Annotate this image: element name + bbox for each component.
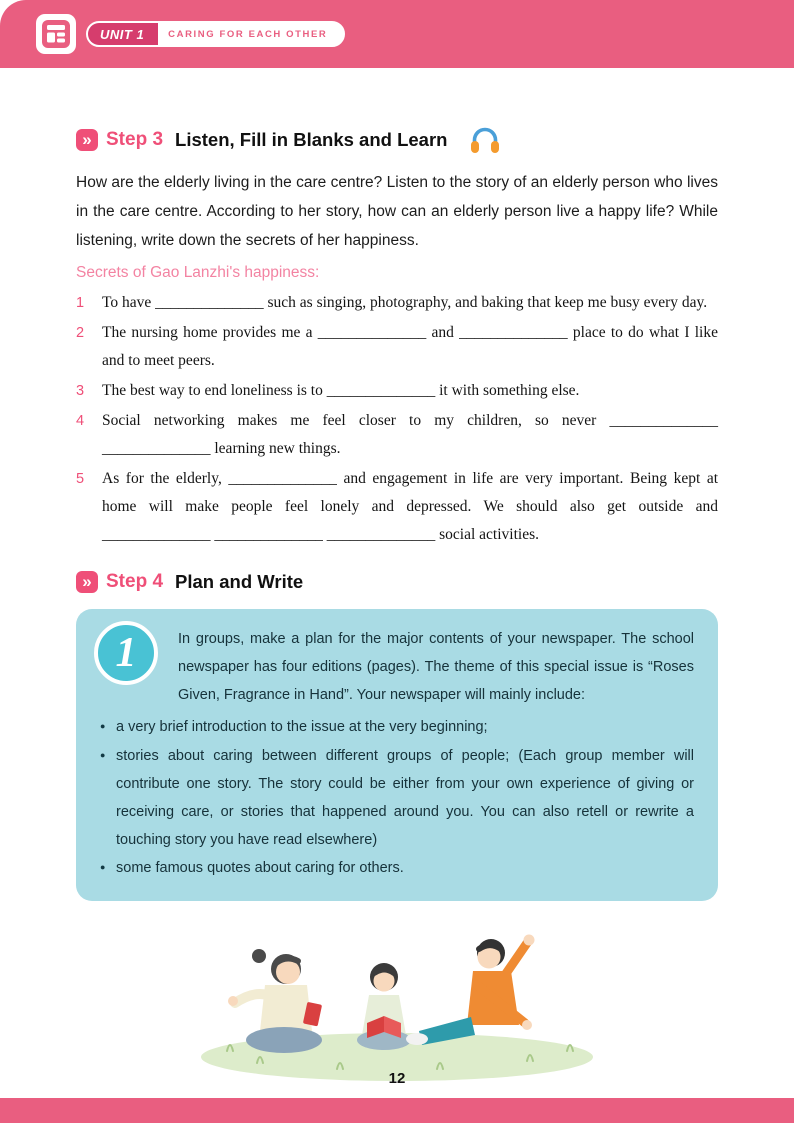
bullet-item <box>100 854 694 883</box>
list-item <box>76 407 718 463</box>
step4-title: Plan and Write <box>175 571 304 592</box>
step3-intro-paragraph: How are the elderly living in the care centre? Listen to the story of an elderly person who lives in the care centre. According to her story, how can an elderly person live a happy life? While listening, write down the secrets of her happiness. <box>76 174 718 249</box>
fill-in-blanks-list <box>76 289 718 549</box>
chevron-right-badge-icon <box>76 129 98 151</box>
list-item <box>76 319 718 375</box>
list-item <box>76 377 718 405</box>
step4-label: Step 4 <box>106 571 164 592</box>
item-text: To have ______________ such as singing, photography, and baking that keep me busy every day. <box>102 294 708 311</box>
item-number: 5 <box>76 471 85 487</box>
unit-pill <box>86 21 345 47</box>
list-item <box>76 465 718 549</box>
step3-label: Step 3 <box>106 129 164 150</box>
header-band <box>0 0 794 68</box>
bullet-text: stories about caring between different groups of people; (Each group member will contribute one story. The story could be either from your own experience of giving or receiving care, or stories that happened around you. You can also retell or rewrite a touching story you have read elsewhere) <box>116 748 694 848</box>
bullet-dot-icon <box>100 742 116 854</box>
bullet-item <box>100 742 694 854</box>
item-number: 4 <box>76 413 85 429</box>
step3-heading <box>76 126 718 154</box>
item-text: The best way to end loneliness is to ______________ it with something else. <box>102 382 580 399</box>
bullet-dot-icon <box>100 854 116 883</box>
illustration-students-reading-on-grass <box>182 911 612 1088</box>
secrets-subheading: Secrets of Gao Lanzhi's happiness: <box>76 264 320 281</box>
brand-logo <box>36 14 76 54</box>
chevron-right-badge-icon <box>76 571 98 593</box>
task-number-float <box>100 625 178 683</box>
page-number: 12 <box>388 1070 406 1087</box>
bullet-item <box>100 713 694 742</box>
task-intro: In groups, make a plan for the major contents of your newspaper. The school newspaper has four editions (pages). The theme of this special issue is “Roses Given, Fragrance in Hand”. Your newspaper will mainly include: <box>178 631 694 703</box>
bullet-text: some famous quotes about caring for others. <box>116 860 404 876</box>
item-number: 1 <box>76 295 85 311</box>
unit-title: CARING FOR EACH OTHER <box>158 23 343 45</box>
item-number: 3 <box>76 383 85 399</box>
unit-label: UNIT 1 <box>88 23 158 45</box>
task-box <box>76 609 718 901</box>
step4-heading <box>76 571 718 593</box>
list-item <box>76 289 718 317</box>
task-number-badge: 1 <box>94 621 158 685</box>
item-text: As for the elderly, ______________ and engagement in life are very important. Being kept at home will make people feel lonely and depressed. We should also get outside and ______________ ______________ ______________ social activities. <box>102 470 718 543</box>
item-text: The nursing home provides me a ______________ and ______________ place to do what I like and to meet peers. <box>102 324 718 369</box>
item-text: Social networking makes me feel closer to my children, so never ______________ ______________ learning new things. <box>102 412 718 457</box>
task-bullet-list <box>100 713 694 883</box>
headphones-icon <box>469 126 501 154</box>
seal-stamp-icon <box>41 19 71 49</box>
footer-band <box>0 1098 794 1123</box>
page-content <box>0 68 794 1088</box>
step3-title: Listen, Fill in Blanks and Learn <box>175 129 448 150</box>
bullet-dot-icon <box>100 713 116 742</box>
item-number: 2 <box>76 325 85 341</box>
bullet-text: a very brief introduction to the issue at the very beginning; <box>116 719 488 735</box>
